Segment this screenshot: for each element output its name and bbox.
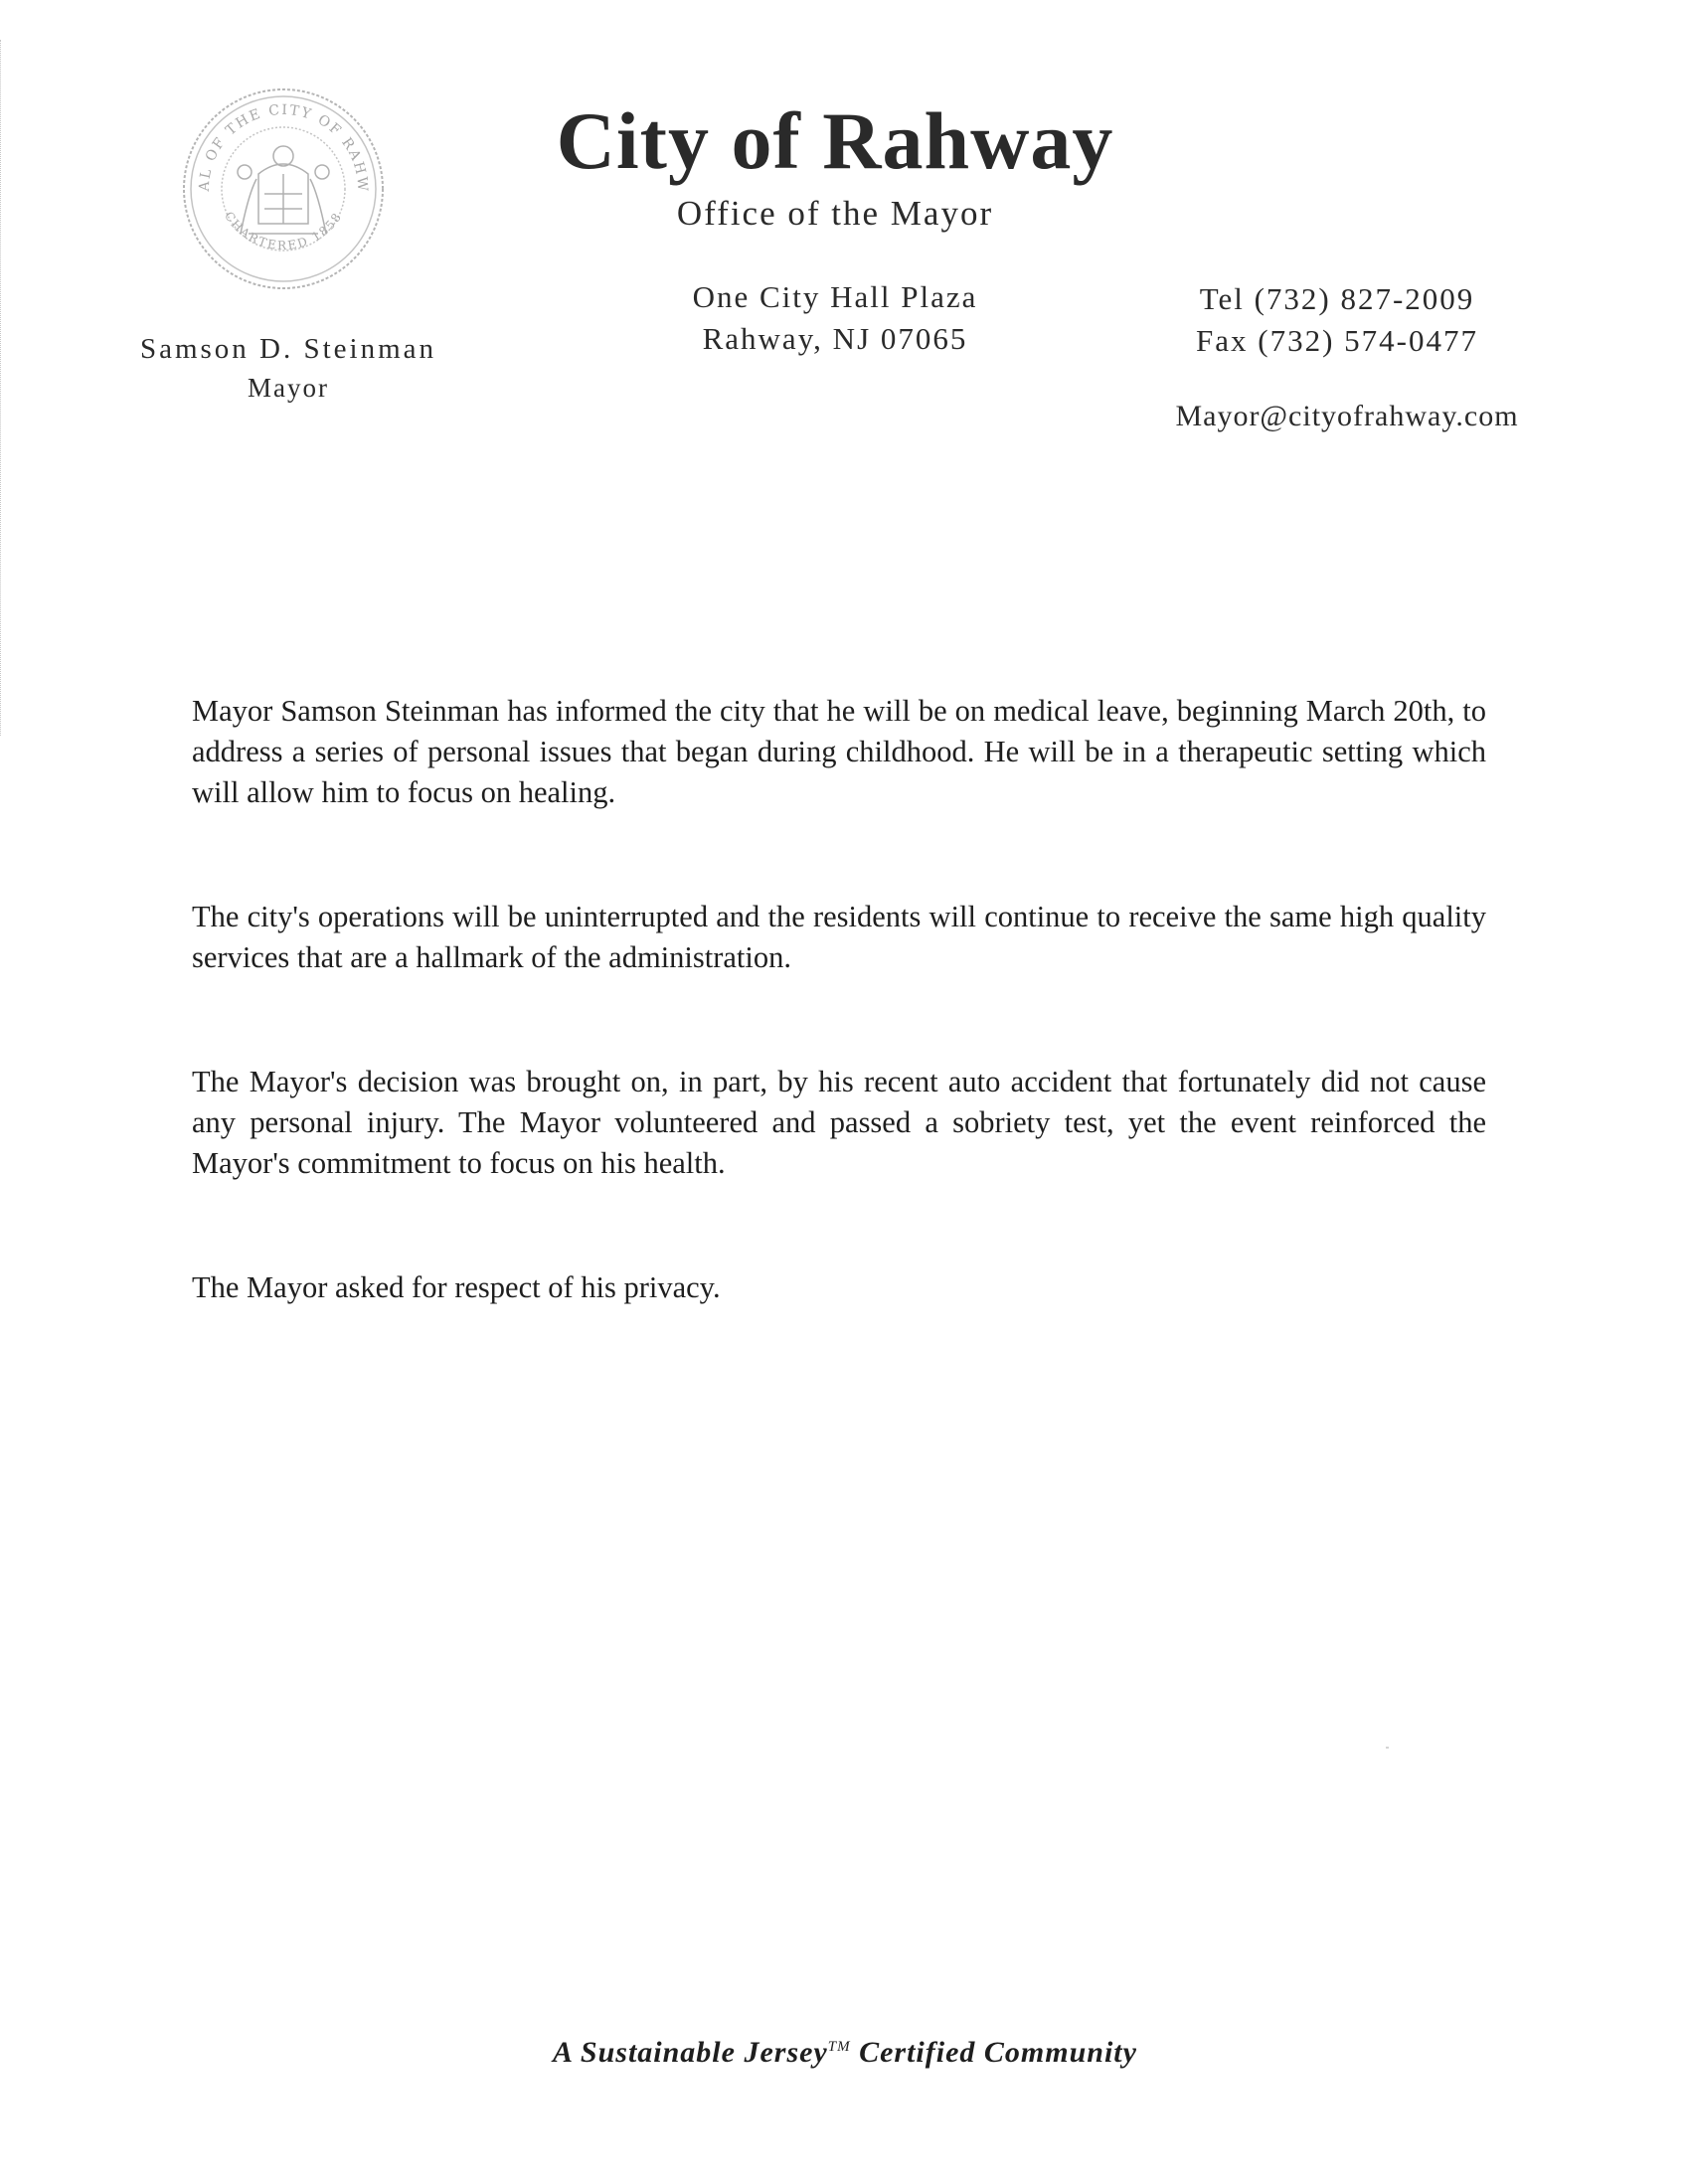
footer-text-before: A Sustainable Jersey	[553, 2036, 828, 2069]
body-paragraph-1: Mayor Samson Steinman has informed the city that he will be on medical leave, beginning March 20th, to address a series of personal issues that began during childhood. He will be in a therapeutic setting which will allow him to focus on healing.	[192, 694, 1486, 809]
office-address	[646, 276, 1024, 360]
city-name-heading: City of Rahway	[556, 95, 1114, 186]
address-line2: Rahway, NJ 07065	[702, 321, 968, 356]
seal-bottom-text: CHARTERED 1858	[222, 209, 345, 253]
mayor-name: Samson D. Steinman	[139, 333, 437, 365]
mayor-title: Mayor	[248, 373, 329, 403]
body-paragraph-4: The Mayor asked for respect of his privacy.	[192, 1270, 721, 1304]
body-paragraph-2: The city's operations will be uninterrupted and the residents will continue to receive the same high quality services that are a hallmark of the administration.	[192, 900, 1486, 974]
svg-text:SEAL OF THE CITY OF RAHWAY	[179, 84, 370, 193]
email-address: Mayor@cityofrahway.com	[1175, 400, 1519, 432]
seal-top-text: AL OF THE CITY OF RAHW	[196, 101, 371, 193]
footer-text-after: Certified Community	[850, 2036, 1137, 2069]
contact-numbers	[1143, 278, 1531, 362]
footer-tagline	[398, 2036, 1292, 2070]
scan-edge-artifact	[0, 40, 4, 736]
letter-body	[192, 691, 1486, 1308]
body-paragraph-3: The Mayor's decision was brought on, in part, by his recent auto accident that fortunately did not cause any personal injury. The Mayor volunteered and passed a sobriety test, yet the event reinforced the Mayor's commitment to focus on his health.	[192, 1065, 1486, 1180]
scan-speck	[1386, 1747, 1389, 1749]
fax-number: Fax (732) 574-0477	[1196, 323, 1478, 358]
telephone-number: Tel (732) 827-2009	[1199, 281, 1475, 316]
city-seal	[179, 84, 388, 293]
trademark-mark: TM	[827, 2039, 851, 2055]
address-line1: One City Hall Plaza	[692, 279, 978, 314]
office-subtitle: Office of the Mayor	[676, 194, 994, 233]
